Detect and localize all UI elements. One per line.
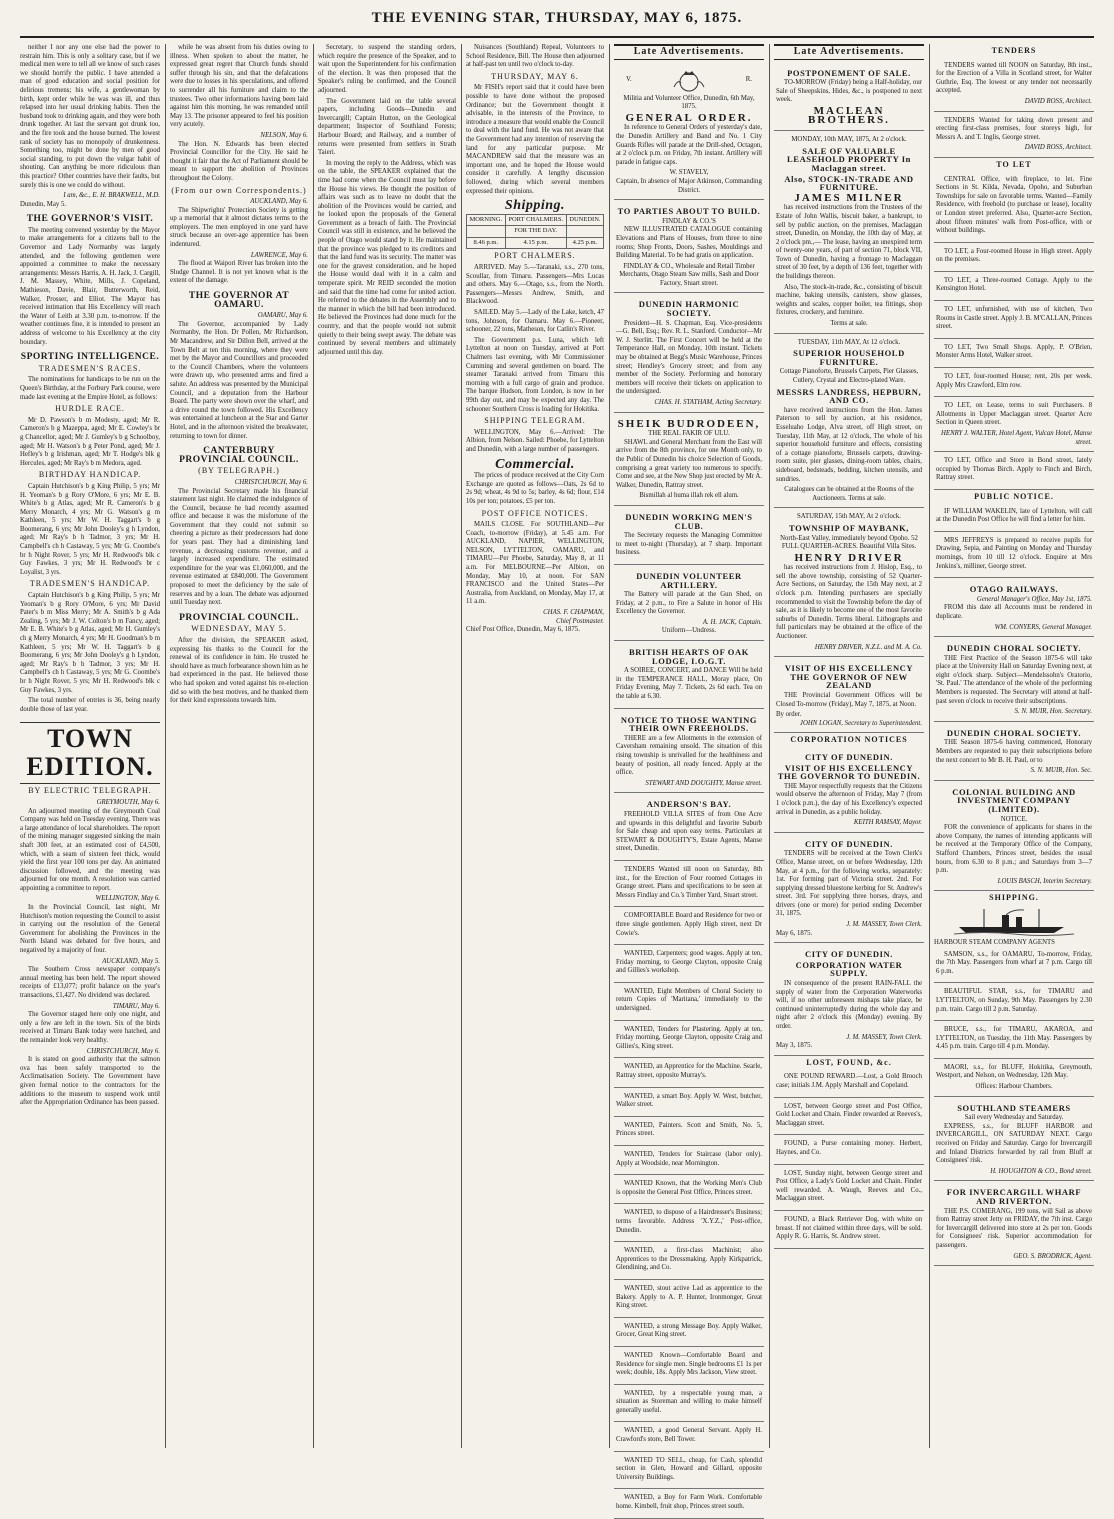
andersons-bay-heading: ANDERSON'S BAY.	[646, 799, 732, 810]
city-tenders-ad	[774, 835, 924, 944]
harbour-ad	[934, 1023, 1094, 1059]
auckland-dateline-2: AUCKLAND, May 6.	[250, 198, 308, 206]
tide-cell: 8.46 p.m.	[467, 237, 506, 249]
thursday-heading: THURSDAY, MAY 6.	[491, 71, 579, 81]
tuesday-heading: TUESDAY, 11th MAY, At 12 o'clock.	[797, 338, 901, 346]
to-let-item: CENTRAL Office, with fireplace, to let. Fine Sections in St. Kilda, Nevada, Opoho, and Suburban Townships for sale on favorable terms. Wanted—Family Residence, with freehold (to purchase or lease), locality or London street preferred. Also, Quarter-acre Section, about fifteen minutes' walk from Post-office, with or without buildings.	[936, 175, 1092, 235]
harbour-heading: HARBOUR STEAM COMPANY AGENTS	[934, 938, 1055, 946]
letter-place: Dunedin, May 5.	[20, 200, 67, 208]
tender-ad	[934, 59, 1094, 112]
oamaru-dateline: OAMARU, May 6.	[257, 312, 308, 320]
tide-label: PORT CHALMERS.	[505, 214, 566, 226]
staveley-name: W. STAVELY,	[669, 169, 709, 177]
milner-date: MONDAY, 10th MAY, 1875, At 2 o'clock.	[791, 136, 907, 144]
tender-signature: DAVID ROSS, Architect.	[1024, 97, 1092, 105]
wanted-item: WANTED, by a respectable young man, a situation as Storeman and willing to make himself generally useful.	[616, 1389, 762, 1414]
lost-item: LOST, between George street and Post Office, Gold Locket and Chain. Finder rewarded at Reeves's, Maclaggan street.	[776, 1102, 922, 1127]
harbour-item: BEAUTIFUL STAR, s.s., for TIMARU and LYTTELTON, on Sunday, 9th May. Passengers by 2.30 p.m. train. Cargo till 2 p.m. Saturday.	[936, 988, 1092, 1013]
landress-ad	[774, 336, 924, 509]
freeholds-signature: STEWART AND DOUGHTY, Manse street.	[645, 779, 762, 787]
railways-text: FROM this date all Accounts must be rendered in duplicate.	[936, 604, 1092, 620]
superior-heading: SUPERIOR HOUSEHOLD FURNITURE.	[793, 348, 905, 367]
wanted-item: WANTED, Painters. Scott and Smith, No. 5, Princes street.	[616, 1121, 762, 1138]
tenders-cottages-text: TENDERS Wanted till noon on Saturday, 8th inst., for the Erection of Four roomed Cottages in Grange street. Plans and specifications to be seen at Messrs Findlay and Co.'s Timber Yard, Stuart street.	[616, 865, 762, 899]
city-heading-2: CITY OF DUNEDIN.	[804, 838, 894, 849]
railways-ad	[934, 580, 1094, 637]
column-rule	[609, 44, 610, 1448]
public-notice-item: IF WILLIAM WAKELIN, late of Lyttelton, will call at the Dunedin Post Office he will find a letter for him.	[936, 507, 1092, 524]
general-order-text: In reference to General Orders of yesterday's date, the Dunedin Artillery and Band and No. 1 City Guards Rifles will parade at the Drill-shed, Octagon, at 2 o'clock p.m. on Friday, 7th instant. Artillery will parade in fatigue caps.	[616, 124, 762, 166]
southland-subheading: Sail every Wednesday and Saturday.	[964, 1114, 1064, 1122]
city-visit-text: THE Mayor respectfully requests that the Citizens would observe the afternoon of Friday, May 7 (from 1 o'clock p.m.), the day of his Excellency's expected arrival in Dunedin, as a public holiday.	[776, 782, 922, 816]
public-notice-item: MRS JEFFREYS is prepared to receive pupils for Drawing, Sepia, and Painting on Monday and Thursday mornings, from 10 till 12 o'clock. Enquire at Mrs Jenkins's, milliner, George street.	[936, 536, 1092, 570]
masthead-title: THE EVENING STAR, THURSDAY, MAY 6, 1875.	[371, 10, 743, 26]
riverton-signature: GEO. S. BRODRICK, Agent.	[1013, 1252, 1092, 1260]
choral-text: THE First Practice of the Season 1875-6 will take place at the University Hall on Saturday Evening next, at eight o'clock sharp. Subject—Mendelssohn's Oratorio, 'St. Paul.' The attendance of the whole of the performing Members is requested. The Secretary will attend at half-past seven o'clock to receive their subscriptions.	[936, 654, 1092, 705]
column-rule	[165, 44, 166, 1448]
shipping-text: The Government p.s. Luna, which left Lyttelton at noon on Tuesday, arrived at Port Chalmers last evening, with Mr Commissioner Cumming and several gentlemen on board. The steamer Taranaki arrived from Timaru this morning with a full cargo of grain and produce. The barque Hudson, from London, is now in her 99th day out, and may be expected any day. The schooner Southern Cross is loading for Hokitika.	[466, 336, 604, 413]
birthday-list: Captain Hutchison's b g King Philip, 5 yrs; Mr H. Yeoman's b g Rory O'More, 6 yrs; Mr E. B. White's b g Atlas, aged; Mr R. Cameron's b g Merry Monarch, 4 yrs; Mr G. Watson's g m Kathleen, 5 yrs; Mr W. H. Taggart's b g Boomerang, 6 yrs; Mr John Dooley's g h Lyndon, aged; Mr Ray's b h Tadmor, 3 yrs; Mr H. Campbell's ch h Castaway, 5 yrs; Mr G. Coombe's br h Night Rover, 5 yrs; Mr H. Redwood's blk c Guy Fawkes, 3 yrs; Mr H. Redwood's br c Loyalist, 3 yrs.	[20, 482, 160, 576]
wanted-item: WANTED Known—Comfortable Board and Residence for single men. Single bedrooms £1 1s per week; double, 18s. Apply Mrs Jackson, View street.	[616, 1351, 762, 1377]
wanted-ad	[614, 985, 764, 1021]
artillery-text: The Battery will parade at the Gun Shed, on Friday, at 2 p.m., to Fire a Salute in honor of His Excellency the Governor.	[616, 591, 762, 616]
to-let-ad	[934, 454, 1094, 490]
milner-terms: Terms at sale.	[830, 320, 868, 328]
wanted-ad	[614, 1424, 764, 1451]
wanted-item: WANTED, to dispose of a Hairdresser's Business; terms favorable. Address 'X.Y.Z.,' Post-office, Dunedin.	[616, 1209, 762, 1234]
lost-item: LOST, Sunday night, between George street and Post Office, a Lady's Gold Locket and Chain. Finder well rewarded. A. Waugh, Reeves and Co., Maclaggan street.	[776, 1169, 922, 1203]
tender-ad	[934, 114, 1094, 158]
landress-footer: Catalogues can be obtained at the Rooms of the Auctioneers. Terms at sale.	[784, 486, 914, 502]
wanted-item: WANTED, a good General Servant. Apply H. Crawford's store, Bell Tower.	[616, 1427, 762, 1444]
water-text: IN consequence of the present RAIN-FALL the supply of water from the Corporation Waterworks will, if no other unforeseen mishaps take place, be continued uninterruptedly during the whole day and night after 2 o'clock this (Monday) evening. By order.	[776, 980, 922, 1030]
findlay-name: FINDLAY & CO.'S	[662, 217, 716, 225]
harbour-offices: Offices: Harbour Chambers.	[975, 1083, 1053, 1091]
auckland-text: The Southern Cross newspaper company's annual meeting has been held. The report showed receipts of £13,077; profit balance on the year's transactions, £1,427. No dividend was declared.	[20, 966, 160, 999]
column-1	[20, 44, 160, 1448]
to-let-ad	[934, 274, 1094, 301]
city-visit-signature: KEITH RAMSAY, Mayor.	[853, 819, 922, 827]
tenders-heading: TENDERS	[991, 46, 1037, 55]
working-men-heading: DUNEDIN WORKING MEN'S CLUB.	[625, 511, 753, 531]
wanted-item: WANTED Known, that the Working Men's Club is opposite the General Post Office, Princes street.	[616, 1180, 762, 1196]
provincial-heading: PROVINCIAL COUNCIL.	[179, 612, 299, 623]
choral-signature-2: S. N. MUIR, Hon. Sec.	[1030, 767, 1092, 775]
council-text-cont: Nuisances (Southland) Repeal, Volunteers to School Residence, Bill. The House then adjourned at half-past ten until two o'clock to-day.	[466, 44, 604, 69]
governor-visit-text: The meeting convened yesterday by the Mayor to make arrangements for a citizens ball to the Governor and Lady Normanby was largely attended, and the following gentlemen were appointed a committee to make the necessary arrangements: Messrs Harris, A. H. Jack, J. Cargill, J. M. Massey, White, Mills, J. Copeland, Mathieson, Davie, Blair, Butterworth, Reid, Walker, Prosser, and Elliot. The Mayor has received intimation that His Excellency will reach the Water of Leith at 3.30 p.m. to-morrow. If the weather continues fine, it is intended to present an address of welcome to his Excellency at the city boundary.	[20, 226, 160, 346]
races-heading: TRADESMEN'S RACES.	[38, 363, 142, 373]
visit-signature: JOHN LOGAN, Secretary to Superintendent.	[799, 719, 922, 727]
defalcation-text: while he was absent from his duties owing to illness. When spoken to about the matter, he expressed great regret that Church funds should suffer through his sin, and that the defalcations were due to losses in his speculations, and offered to surrender all his furniture and claim to the trustees. Two other informations having been laid against him this morning, he was remanded until May 13. The prisoner appeared to feel his position very acutely.	[170, 44, 308, 129]
saturday-heading: SATURDAY, 15th MAY, At 2 o'clock.	[797, 513, 901, 521]
visit-heading: VISIT OF HIS EXCELLENCY THE GOVERNOR OF NEW ZEALAND	[784, 663, 914, 691]
tide-cell: 4.15 p.m.	[505, 237, 566, 249]
column-6	[774, 44, 924, 1448]
city-tenders-date: May 6, 1875.	[776, 929, 813, 937]
city-heading: CITY OF DUNEDIN.	[804, 751, 894, 762]
to-let-ad	[934, 245, 1094, 272]
to-let-item: TO LET, unfurnished, with use of kitchen, Two Rooms in Castle street. Apply J. B. M'CALLAN, Princes street.	[936, 306, 1092, 331]
tide-table	[466, 214, 604, 250]
corporation-heading: CORPORATION NOTICES	[790, 735, 908, 745]
to-let-ad	[934, 173, 1094, 243]
oak-lodge-heading: BRITISH HEARTS OF OAK LODGE, I.O.G.T.	[629, 647, 749, 666]
city-heading-3: CITY OF DUNEDIN.	[804, 949, 894, 960]
column-7	[934, 44, 1094, 1448]
oak-lodge-text: A SOIREE, CONCERT, and DANCE Will be held in the TEMPERANCE HALL, Moray place, On Friday Evening, May 7. Tickets, 2s 6d each. Tea on the table at 6.30.	[616, 667, 762, 701]
wanted-ad	[614, 1244, 764, 1280]
sheik-ad	[614, 415, 764, 506]
to-let-item: TO LET, on Lease, terms to suit Purchasers. 8 Allotments in Upper Maclaggan street. Quarter Acre Section in Queen street.	[936, 402, 1092, 427]
railways-heading: OTAGO RAILWAYS.	[969, 584, 1059, 595]
harbour-item: MAORI, s.s., for BLUFF, Hokitika, Greymouth, Westport, and Nelson, on Wednesday, 12th May.	[936, 1063, 1092, 1080]
artillery-signature: A. H. JACK, Captain.	[702, 618, 762, 626]
wanted-ad	[614, 947, 764, 983]
wanted-ad	[614, 1206, 764, 1242]
maybank-heading: TOWNSHIP OF MAYBANK,	[788, 522, 910, 533]
to-let-item: TO LET, a Three-roomed Cottage. Apply to the Kensington Hotel.	[936, 276, 1092, 293]
wanted-ad	[614, 1148, 764, 1175]
wanted-ad	[614, 1387, 764, 1423]
sheik-text: SHAWL and General Merchant from the East will arrive from the 8th province, for one Month only, to the Public of Dunedin his choice Selection of Goods, comprising a great variety too numerous to specify. Come and see, at the New Shop just erected by Mr A. Walker, Dunedin, Rattray street.	[616, 438, 762, 489]
wanted-item: WANTED, a strong Message Boy. Apply Walker, Grocer, Great King street.	[616, 1322, 762, 1339]
public-notice-ad	[934, 505, 1094, 532]
militia-office: Militia and Volunteer Office, Dunedin, 6th May, 1875.	[623, 94, 755, 111]
wanted-item: WANTED, a first-class Machinist; also Apprentices to the Dressmaking. Apply Kirkpatrick, Glendining, and Co.	[616, 1247, 762, 1272]
findlay-ad	[614, 202, 764, 293]
colonial-signature: LOUIS BASCH, Interim Secretary.	[997, 877, 1092, 885]
leasehold-heading: SALE OF VALUABLE LEASEHOLD PROPERTY In Maclaggan street.	[787, 145, 911, 173]
wanted-item: WANTED, stout active Lad as apprentice to the Bakery. Apply to A. P. Hunter, Ironmonger, Great King street.	[616, 1284, 762, 1310]
wellington-text: In the Provincial Council, last night, Mr Hutchison's motion requesting the Council to assist in carrying out the resolution of the General Government for abolishing the Provinces in the North Island was debated for five hours, and negatived by a majority of four.	[20, 904, 160, 955]
visit-order: By order.	[776, 711, 802, 719]
greymouth-dateline: GREYMOUTH, May 6.	[96, 798, 160, 806]
tradesmens-heading: TRADESMEN'S HANDICAP.	[29, 579, 151, 589]
total-entries-text: The total number of entries is 36, being nearly double those of last year.	[20, 697, 160, 713]
wanted-ad	[614, 1491, 764, 1518]
choral-ad	[934, 639, 1094, 722]
tender-item: TENDERS wanted till NOON on Saturday, 8th inst., for the Erection of a Villa in Scotland street, for Walter Guthrie, Esq. The lowest or any tender not necessarily accepted.	[936, 61, 1092, 95]
to-let-item: TO LET, a Four-roomed House in High street. Apply on the premises.	[936, 247, 1092, 264]
oamaru-heading: THE GOVERNOR AT OAMARU.	[188, 291, 290, 310]
sheik-subheading: THE REAL FAKIR OF ULU.	[648, 430, 730, 438]
andersons-bay-text: FREEHOLD VILLA SITES of from One Acre and upwards in this delightful and favorite Suburb for Sale cheap and upon easy terms. Particulars at STEWART & DOUGHTY'S, Estate Agents, Manse street, Dunedin.	[616, 810, 762, 853]
to-let-item: TO LET, Two Small Shops. Apply, P. O'Brien, Monster Arms Hotel, Walker street.	[936, 343, 1092, 360]
wanted-ad	[614, 1119, 764, 1146]
commercial-text: The prices of produce received at the City Corn Exchange are quoted as follows—Oats, 2s 6d to 2s 9d; wheat, 4s 9d to 5s; barley, 4s 6d; flour, £14 10s per ton; potatoes, £5 per ton.	[466, 472, 604, 505]
letter-signature: I am, &c., E. H. BRAKWELL, M.D.	[63, 192, 160, 200]
shipping-ads-heading: SHIPPING.	[989, 893, 1039, 903]
column-rule	[769, 44, 770, 1448]
visit-ad	[774, 659, 924, 733]
tide-cell: FOR THE DAY.	[505, 226, 566, 238]
milner-ad	[774, 133, 924, 333]
colonial-subheading: NOTICE.	[1000, 815, 1028, 823]
colonial-heading: COLONIAL BUILDING AND INVESTMENT COMPANY (LIMITED).	[952, 786, 1076, 814]
tide-label: MORNING.	[467, 214, 506, 226]
lost-ad	[774, 1137, 924, 1164]
harmonic-ad	[614, 295, 764, 412]
postponement-ad	[774, 64, 924, 132]
postmaster-name: CHAS. F. CHAPMAN,	[543, 609, 604, 617]
colonial-text: FOR the convenience of applicants for shares in the above Company, the names of intending applicants will be received at the Temporary Office of the Company, Stafford Chambers, Princes street, besides the usual hours, from 6.30 to 8 p.m.; and Saturdays from 3—7 p.m.	[936, 824, 1092, 875]
lost-item: FOUND, a Purse containing money. Herbert, Haynes, and Co.	[776, 1140, 922, 1156]
lawrence-dateline: LAWRENCE, May 6.	[250, 251, 308, 259]
tide-cell	[566, 226, 603, 238]
to-let-item: TO LET, Office and Store in Bond street, lately occupied by Thomas Birch. Apply to Finch and Birch, Rattray street.	[936, 457, 1092, 482]
canterbury-heading: CANTERBURY PROVINCIAL COUNCIL.	[179, 446, 299, 465]
water-date: May 3, 1875.	[776, 1042, 813, 1050]
timaru-text: The Governor staged here only one night, and only a few are left in the town. Six of the birds received at Timaru Bank today were hatched, and the remainder look very healthy.	[20, 1011, 160, 1044]
wanted-item: WANTED, Eight Members of Choral Society to return Copies of 'Maritana,' immediately to the undersigned.	[616, 987, 762, 1013]
birthday-heading: BIRTHDAY HANDICAP.	[38, 470, 142, 480]
milner-heading: JAMES MILNER	[794, 191, 904, 204]
choral-signature: S. N. MUIR, Hon. Secretary.	[1014, 708, 1092, 716]
water-ad	[774, 945, 924, 1056]
sheik-motto: Bismillah al huma illah rek ell alum.	[639, 492, 739, 500]
arrived-text: ARRIVED. May 5.—Taranaki, s.s., 270 tons, Scoullar, from Timaru. Passengers—Mrs Lucas and others. May 6.—Otago, s.s., from the North. Passengers—Messrs Andrew, Smith, and Blackwood.	[466, 264, 604, 306]
christchurch-text: It is stated on good authority that the salmon ova has been safely transported to the Acclimatisation Society. The Government have given formal notice to the contractors for the additions to the museum to suspend work until after the Appropriation Ordinance has been passed.	[20, 1056, 160, 1107]
canterbury-dateline: CHRISTCHURCH, May 6.	[234, 478, 308, 486]
board-text: COMFORTABLE Board and Residence for two or three single gentlemen. Apply High street, next Dr Cowie's.	[616, 912, 762, 937]
oak-lodge-ad	[614, 643, 764, 709]
wanted-ad	[614, 1023, 764, 1059]
races-text: The nominations for handicaps to be run on the Queen's Birthday, at the Forbury Park course, were made last evening at the Empire Hotel, as follows:	[20, 376, 160, 401]
to-let-ad	[934, 303, 1094, 339]
superior-text: Cottage Pianoforte, Brussels Carpets, Pier Glasses, Cutlery, Crystal and Electro-plated Ware.	[779, 368, 919, 384]
to-let-heading: TO LET	[996, 159, 1032, 169]
water-heading: CORPORATION WATER SUPPLY.	[795, 959, 903, 979]
to-let-ad	[934, 399, 1094, 452]
vr-left: V.	[626, 76, 632, 84]
wanted-item: WANTED, Tenders for Staircase (labor only). Apply at Woodside, near Mornington.	[616, 1151, 762, 1167]
post-office-text: MAILS CLOSE. For SOUTHLAND—Per Coach, to-morrow (Friday), at 5.45 a.m. For AUCKLAND, NAPIER, WELLINGTON, NELSON, LYTTELTON, OAMARU, and TIMARU—Per Phoebe, Saturday, May 8, at 11 a.m. For MELBOURNE—Per Albion, on Monday, May 10, at noon. For SAN FRANCISCO and the United States—Per Australia, from Auckland, on Monday, May 17, at 11 a.m.	[466, 521, 604, 606]
nelson-text: The Hon. N. Edwards has been elected Provincial Councillor for the City. He said he thought it fair that the Act of Parliament should be meant to support the abolition of Provinces throughout the Colony.	[170, 140, 308, 182]
harmonic-signature: CHAS. H. STATHAM, Acting Secretary.	[654, 399, 762, 406]
freeholds-ad	[614, 711, 764, 794]
choral-text-2: THE Season 1875-6 having commenced, Honorary Members are requested to pay their subscriptions before the next concert to Mr B. H. Paul, or to	[936, 739, 1092, 764]
nelson-dateline: NELSON, May 6.	[260, 131, 308, 139]
late-ads-heading-2: Late Advertisements.	[774, 44, 924, 60]
to-let-item: TO LET, four-roomed House; rent, 20s per week. Apply Mrs Crawford, Elm row.	[936, 373, 1092, 389]
hurdle-list: Mr D. Pawson's b m Modesty, aged; Mr R. Cameron's b g Mazeppa, aged; Mr E. Cowley's br g Chancellor, aged; Mr J. Gumley's b g Schoolboy, aged; Mr H. Watson's b g Peter Pond, aged; Mr J. Hefley's b g Irishman, aged; Mr T. Hodge's blk g Hercules, aged; Mr Ray's b m Medora, aged.	[20, 416, 160, 467]
harbour-item: BRUCE, s.s., for TIMARU, AKAROA, and LYTTELTON, on Tuesday, the 11th May. Passengers by 4.45 p.m. train. Cargo till 4 p.m. Monday.	[936, 1026, 1092, 1051]
masthead	[20, 8, 1094, 38]
tenders-cottages-ad	[614, 863, 764, 907]
public-notice-heading: PUBLIC NOTICE.	[974, 491, 1054, 501]
to-let-ad	[934, 341, 1094, 368]
artillery-ad	[614, 567, 764, 641]
landress-text: have received instructions from the Hon. James Paterson to sell by auction, at his residence, Esseluaho Lodge, Alva street, off High street, on Tuesday, 11th May, at 12 o'clock, The whole of his superior household furniture and effects, consisting of a cottage pianoforte, Brussels carpets, drawing-room suite, pier glasses, dining-room tables, chairs, sideboard, bedsteads, bedding, kitchen utensils, and sundries.	[776, 406, 922, 483]
artillery-heading: DUNEDIN VOLUNTEER ARTILLERY.	[636, 570, 742, 590]
christchurch-dateline: CHRISTCHURCH, May 6.	[86, 1047, 160, 1055]
telegram-heading: SHIPPING TELEGRAM.	[484, 416, 586, 426]
vr-right: R.	[745, 76, 752, 84]
royal-crest-icon	[672, 69, 706, 93]
greymouth-text: An adjourned meeting of the Greymouth Coal Company was held on Tuesday evening. There was a large attendance of local shareholders. The report of the mining manager suggested sinking the main shaft 300 feet, at an estimated cost of £4,500, which, with a seam of sixteen feet thick, would yield the first year 100 tons per day. An animated discussion followed, and the meeting was adjourned for one month. A resolution was carried appointing a committee to report.	[20, 807, 160, 892]
railways-signature: WM. CONYERS, General Manager.	[994, 623, 1092, 631]
stock-heading: Also, STOCK-IN-TRADE AND FURNITURE.	[784, 173, 914, 193]
working-men-text: The Secretary requests the Managing Committee to meet to-night (Thursday), at 7 sharp. Important business.	[616, 532, 762, 557]
postponement-text: TO-MORROW (Friday) being a Half-holiday, our Sale of Sheepskins, Hides, &c., is postponed to next week.	[776, 79, 922, 104]
andersons-bay-ad	[614, 795, 764, 861]
harbour-ad	[934, 1061, 1094, 1097]
tender-signature: DAVID ROSS, Architect.	[1024, 144, 1092, 152]
auckland-dateline: AUCKLAND, May 5.	[102, 957, 160, 965]
lost-ad	[774, 1100, 924, 1136]
wanted-item: WANTED, a smart Boy. Apply W. West, butcher, Walker street.	[616, 1092, 762, 1109]
commercial-heading: Commercial.	[495, 456, 575, 472]
findlay-text: NEW ILLUSTRATED CATALOGUE containing Elevations and Plans of Houses, from three to nine rooms; Shop Fronts, Doors, Sashes, Mouldings and Building Material. To be had gratis on application.	[616, 226, 762, 260]
column-5	[614, 44, 764, 1511]
board-ad	[614, 909, 764, 945]
shipping-heading: Shipping.	[504, 198, 566, 214]
city-visit-heading: VISIT OF HIS EXCELLENCY THE GOVERNOR TO DUNEDIN.	[777, 762, 921, 782]
southland-heading: SOUTHLAND STEAMERS	[957, 1102, 1071, 1113]
tide-label: DUNEDIN.	[566, 214, 603, 226]
lost-item: FOUND, a Black Retriever Dog, with white on breast. If not claimed within three days, will be sold. Apply R. G. Harris, St. Andrew street.	[776, 1215, 922, 1241]
council-text-main: In moving the reply to the Address, which was on the table, the SPEAKER explained that the time had come when the Council must lay before the House his views. He thought the position of affairs was such as to leave no doubt that the abolition of the Provinces would be carried, and he looked upon the proposals of the General Government as a breach of faith. The Provincial Council was still in existence, and he believed the people of Otago would stand by it. He maintained that the province was pledged to its creditors and that the land fund was its security. The matter was one for the gravest consideration, and he hoped the House would deal with it in a calm and temperate spirit. Mr REID seconded the motion and said that the time had come for united action. He referred to the debates in the Assembly and to the manner in which the bill had been introduced. He believed the Provinces had done much for the country, and that the people would not submit quietly to their being swept away. The debate was continued by several members and ultimately adjourned until this day.	[318, 159, 456, 356]
tide-cell	[467, 226, 506, 238]
column-3	[318, 44, 456, 1448]
colonial-ad	[934, 783, 1094, 892]
column-rule	[313, 44, 314, 1448]
city-visit-ad	[774, 748, 924, 833]
harmonic-heading: DUNEDIN HARMONIC SOCIETY.	[638, 299, 740, 319]
post-office-heading: POST OFFICE NOTICES.	[481, 508, 589, 518]
visit-text: THE Provincial Government Offices will be Closed To-morrow (Friday), May 7, 1875, at Noon.	[776, 692, 922, 708]
column-2	[170, 44, 308, 1448]
council-text-thursday: Mr FISH's report said that it could have been possible to have done without the proposed Ordinance; but the Government thought it advisable, in the interests of the Province, to introduce a measure that would enable the Council to deal with the land fund. He was not aware that the Government had any intention of reserving the land for any particular purpose. Mr MACANDREW said that the measure was an important one, and he hoped the House would consider it carefully. A lengthy discussion followed, during which several members expressed their opinions.	[466, 84, 604, 195]
steamship-icon	[954, 907, 1074, 935]
provincial-text: After the division, the SPEAKER asked, expressing his thanks to the Council for the renewal of its confidence in him. He trusted he should have as much forbearance shown him as he had experienced in the past. He believed those who had spoken and voted against his re-election did so with the best motives, and he thanked them for their kind expressions towards him.	[170, 637, 308, 705]
water-signature: J. M. MASSEY, Town Clerk.	[846, 1033, 922, 1041]
wanted-item: WANTED TO SELL, cheap, for Cash, splendid section in Glen, Howard and Gillard, opposite University Buildings.	[616, 1456, 762, 1481]
wanted-ad	[614, 1282, 764, 1318]
express-signature: H. HOUGHTON & CO., Bond street.	[990, 1167, 1092, 1175]
governor-visit-heading: THE GOVERNOR'S VISIT.	[26, 214, 154, 225]
tradesmens-list: Captain Hutchison's b g King Philip, 5 yrs; Mr Yeoman's b g Rory O'More, 6 yrs; Mr David Pater's b m Miss Merry; Mr A. Smith's b g Ada Zealing, 5 yrs; Mr J. W. Colton's b m Fancy, aged; Mr E. B. White's b g Atlas, aged; Mr H. Gumley's ch g Merry Monarch, 4 yrs; Mr H. Goodman's b m Kathleen, 5 yrs; Mr W. H. Taggart's b g Boomerang, 6 yrs; Mr John Dooley's g h Lyndon, aged; Mr Ray's b h Tadmor, 3 yrs; Mr H. Campbell's ch h Castaway, 5 yrs; Mr G. Coombe's br h Night Rover, 5 yrs; Mr H. Redwood's blk c Guy Fawkes, 3 yrs.	[20, 592, 160, 694]
to-let-ad	[934, 370, 1094, 397]
lost-ad	[774, 1070, 924, 1097]
tender-item: TENDERS Wanted for taking down present and erecting first-class premises, four storeys high, for Messrs A. and T. Inglis, George street.	[936, 116, 1092, 141]
port-heading: PORT CHALMERS.	[494, 251, 576, 261]
wellington-dateline: WELLINGTON, May 6.	[95, 895, 160, 903]
riverton-ad	[934, 1183, 1094, 1266]
artillery-footnote: Uniform—Undress.	[661, 627, 717, 635]
harmonic-text: President—H. S. Chapman, Esq. Vice-presidents—G. Bell, Esq.; Rev. R. L. Stanford. Conductor—Mr W. J. Sterlitt. The First Concert will be held at the Temperance Hall, on Monday, 10th instant. Tickets may be obtained at Begg's Music Warehouse, Princes street; Hendley's Grocery street; and from any member of the Society. Performing and honorary members will receive their tickets on application to the undersigned.	[616, 319, 762, 396]
letter-text: neither I nor any one else had the power to restrain him. This is only a solitary case, but if we medical men were to tell all we know of such cases we should horrify the public. I have attended a man of good education and social position for delirious tremens; his wife, a gentlewoman by birth, kept order while he was was ill, and thus relapsed into her usual drinking habits. Then the husband took to drinking again, and they were both drunk together. At last the servant got drunk too, and the fire took and the house burned. The lowest rank of society has no monopoly of drunkenness. Something too, might be done by men of good social standing, to put down the vulgar habit of shouting. Can anything be more ridiculous than this practice? Other countries have their faults, but surely this is one we could do without.	[20, 44, 160, 189]
staveley-title: Captain, In absence of Major Atkinson, Commanding District.	[616, 177, 762, 194]
late-ads-heading: Late Advertisements.	[614, 44, 764, 60]
harbour-ad	[934, 985, 1094, 1021]
express-text: EXPRESS, s.s., for BLUFF HARBOR and INVERCARGILL, ON SATURDAY NEXT. Cargo received on Friday and Saturday. Cargo for Invercargill and Inland Districts forwarded by rail from Bluff at Consignees' risk.	[936, 1122, 1092, 1165]
militia-ad	[614, 64, 764, 201]
milner-text: has received instructions from the Trustees of the Estate of John Wallis, biscuit baker, a bankrupt, to sell by public auction, on the premises, Maclaggan street, Dunedin, on Monday, the 10th day of May, at 2 o'clock pm.,— The lease, having an unexpired term of twenty-one years, of part of section 71, block VII, Town of Dunedin, having a frontage to Maclaggan street of 30 feet, by a depth of 136 feet, together with the buildings thereon.	[776, 204, 922, 281]
choral-ad-2	[934, 724, 1094, 781]
sporting-heading: SPORTING INTELLIGENCE.	[20, 352, 160, 363]
wanted-item: WANTED, an Apprentice for the Machine. Searle, Rattray street, opposite Murray's.	[616, 1063, 762, 1080]
wanted-ad	[614, 1090, 764, 1117]
riverton-heading: FOR INVERCARGILL WHARF AND RIVERTON.	[946, 1187, 1082, 1206]
oamaru-text: The Governor, accompanied by Lady Normanby, the Hon. Dr Pollen, Mr Richardson, Mr Macandrew, and Sir Dillon Bell, arrived at the Town Belt at ten this morning, where they were met by the Mayor and Councillors and proceeded to the Council Chambers, where the volunteers were drawn up, who presented arms and fired a salute. An address was presented by the Municipal Council, and a deputation from the Harbour Board. The party were shown over the wharf, and a drive round the town followed. His Excellency was entertained at luncheon at the Star and Garter Hotel, and in the afternoon visited the breakwater, returning to town for dinner.	[170, 320, 308, 440]
wanted-item: WANTED, a Boy for Farm Work. Comfortable home. Kimbell, fruit shop, Princes street south.	[616, 1494, 762, 1511]
maclean-heading: MACLEAN BROTHERS.	[808, 104, 890, 126]
freeholds-heading: NOTICE TO THOSE WANTING THEIR OWN FREEHOLDS.	[620, 714, 758, 734]
town-edition-heading: TOWN EDITION.	[20, 722, 160, 784]
wanted-ad	[614, 1320, 764, 1347]
wanted-item: WANTED, Carpenters; good wages. Apply at ten, Friday morning, to George Clayton, opposite Craig and Gillies's workshop.	[616, 950, 762, 975]
city-tenders-signature: J. M. MASSEY, Town Clerk.	[846, 921, 922, 929]
city-tenders-text: TENDERS will be received at the Town Clerk's Office, Manse street, on or before Wednesday, 12th May, at 4 p.m., for the following works, separately: 1st. For forming part of Victoria street. 2nd. For supplying dressed bluestone kerbing for St. Andrew's street. 3rd. For supplying three horses, drays, and drivers (one or more) for period ending December 31, 1875.	[776, 850, 922, 918]
council-text-top: Secretary, to suspend the standing orders, which require the presence of the Speaker, and to wait upon the Superintendent for his confirmation of the election. It was then proposed that the Speaker's ruling be confirmed, and the Council adjourned.	[318, 44, 456, 94]
lawrence-text: The flood at Waipori River has broken into the Sludge Channel. It is not yet known what is the extent of the damage.	[170, 260, 308, 285]
column-rule	[461, 44, 462, 1448]
general-order-heading: GENERAL ORDER.	[625, 111, 753, 124]
post-office-place: Chief Post Office, Dunedin, May 6, 1875.	[466, 626, 580, 634]
maybank-subheading: North-East Valley, immediately beyond Opoho. 52 FULL QUARTER-ACRES. Beautiful Villa Sites.	[780, 534, 918, 551]
lost-ad	[774, 1213, 924, 1249]
freeholds-text: THERE are a few Allotments in the extension of Caversham remaining unsold. The situation of this rising township is unrivalled for the healthiness and beauty of position, all ready fenced. Apply at the office.	[616, 734, 762, 777]
findlay-signature: FINDLAY & CO., Wholesale and Retail Timber Merchants, Otago Steam Saw mills, Sash and Door Factory, Stuart street.	[619, 262, 759, 287]
walter-signature: HENRY J. WALTER, Hotel Agent, Vulcan Hotel, Manse street.	[941, 430, 1092, 446]
lost-item: ONE POUND REWARD.—Lost, a Gold Brooch case; initials J.M. Apply Marshall and Copeland.	[776, 1073, 922, 1089]
choral-heading: DUNEDIN CHORAL SOCIETY.	[946, 643, 1082, 654]
wanted-ad	[614, 1454, 764, 1490]
postmaster-title: Chief Postmaster.	[556, 617, 604, 625]
telegram-text: WELLINGTON, May 6.—Arrived: The Albion, from Nelson. Sailed: Phoebe, for Lyttelton and Dunedin, with a large number of passengers.	[466, 428, 604, 453]
wanted-ad	[614, 1349, 764, 1385]
lost-ad	[774, 1167, 924, 1211]
sheik-heading: SHEIK BUDRODEEN,	[617, 417, 761, 430]
lost-found-heading: LOST, FOUND, &c.	[806, 1057, 892, 1067]
column-4	[466, 44, 604, 1448]
railways-office: General Manager's Office, May 1st, 1875.	[976, 595, 1092, 603]
by-telegraph: (BY TELEGRAPH.)	[198, 466, 280, 476]
southland-ad	[934, 1099, 1094, 1182]
sailed-text: SAILED. May 5.—Lady of the Lake, ketch, 47 tons, Johnson, for Oamaru. May 6.—Pioneer, schooner, 22 tons, Matheson, for Catlin's River.	[466, 309, 604, 334]
wanted-ad	[614, 1060, 764, 1087]
landress-heading: MESSRS LANDRESS, HEPBURN, AND CO.	[776, 386, 922, 406]
wanted-item: WANTED, Tenders for Plastering. Apply at ten, Friday morning, George Clayton, opposite Craig and Gillies's, King street.	[616, 1025, 762, 1050]
provincial-date: WEDNESDAY, MAY 5.	[191, 624, 287, 634]
timaru-dateline: TIMARU, May 6.	[112, 1002, 160, 1010]
telegraph-heading: BY ELECTRIC TELEGRAPH.	[28, 786, 152, 796]
canterbury-text: The Provincial Secretary made his financial statement last night. He claimed the indulgence of the Council, because he had recently assumed office and because it was the misfortune of the Government that they could not submit so cheering a picture as their predecessors had done for years past. They had a diminishing land revenue, a decreasing customs revenue, and a largely increased expenditure. The estimated expenditure for the year was £1,060,000, and the revenue estimated at £840,000. The Government proposed to meet the deficiency by the sale of reserves and by a loan. The debate was adjourned until Tuesday next.	[170, 487, 308, 607]
working-men-ad	[614, 508, 764, 565]
driver-text: has received instructions from J. Hislop, Esq., to sell the above township, consisting of 52 Quarter-Acre Sections, on Saturday, the 15th May next, at 2 o'clock p.m. Intending purchasers are specially recommended to visit the Township before the day of sale, as it is likely to become one of the most favorite suburbs of Dunedin. Terms liberal. Lithographs and full particulars may be obtained at the office of the Auctioneer.	[776, 564, 922, 641]
harbour-item: SAMSON, s.s., for OAMARU, To-morrow, Friday, the 7th May. Passengers from wharf at 7 p.m. Cargo till 6 p.m.	[936, 950, 1092, 975]
council-text-mid: The Government laid on the table several papers, including Goods—Dunedin and Invercargill; Captain Hutton, on the Geological department; Inspector of Southland Forests; Harbour Board; and Railway, and a number of returns were presented from settlers in Strath Taieri.	[318, 97, 456, 157]
findlay-heading: TO PARTIES ABOUT TO BUILD.	[617, 206, 761, 217]
milner-also: Also, The stock-in-trade, &c., consisting of biscuit machine, baking utensils, canisters, show glasses, weights and scales, copper boiler, tea fittings, shop fixtures, crockery, and furniture.	[776, 283, 922, 317]
riverton-text: THE P.S. COMERANG, 199 tons, will Sail as above from Rattray street Jetty on FRIDAY, the 7th inst. Cargo for Invercargill delivered into store at 2s per ton. Goods for Consignees' risk. Superior accommodation for passengers.	[936, 1207, 1092, 1249]
driver-signature: HENRY DRIVER, N.Z.L. and M. A. Co.	[814, 643, 922, 651]
column-rule	[929, 44, 930, 1448]
auckland-text-2: The Shipwrights' Protection Society is getting up a memorial that it almost dictates terms to the employers. The men employed in one yard have struck because an over-age apprentice has been indentured.	[170, 206, 308, 249]
own-correspondents: (From our own Correspondents.)	[171, 185, 307, 195]
wanted-ad	[614, 1177, 764, 1204]
harbour-ad	[934, 948, 1094, 984]
driver-ad	[774, 510, 924, 657]
driver-heading: HENRY DRIVER	[794, 551, 904, 564]
tide-cell: 4.25 p.m.	[566, 237, 603, 249]
postponement-heading: POSTPONEMENT OF SALE.	[787, 67, 911, 78]
choral-heading-2: DUNEDIN CHORAL SOCIETY.	[946, 727, 1082, 738]
public-notice-ad	[934, 534, 1094, 578]
hurdle-heading: HURDLE RACE.	[55, 404, 125, 414]
